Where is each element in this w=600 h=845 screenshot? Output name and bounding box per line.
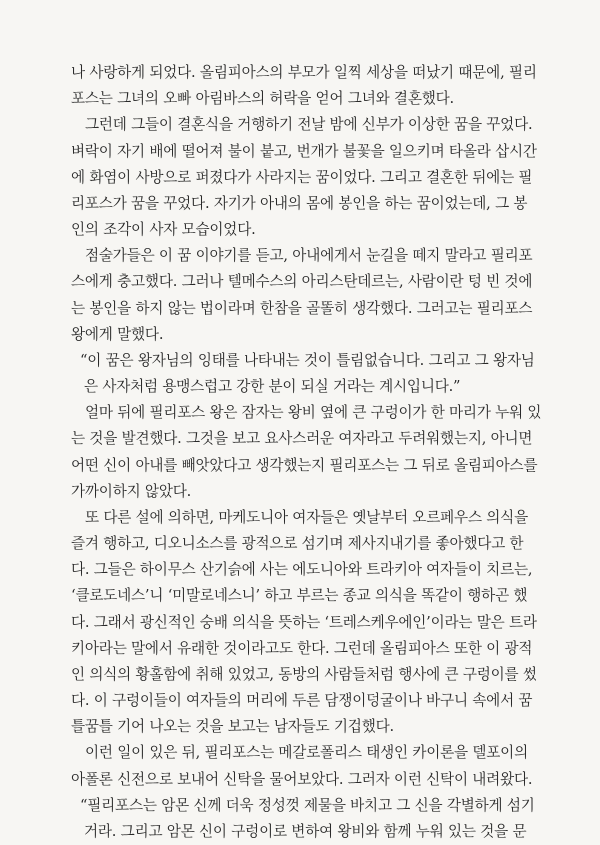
text-line: 다. 그래서 광신적인 숭배 의식을 뜻하는 ‘트레스케우에인’이라는 말은 트라 — [71, 613, 537, 631]
text-line: 에 화염이 사방으로 퍼졌다가 사라지는 꿈이었다. 그리고 결혼한 뒤에는 필 — [71, 168, 533, 186]
text-line: 왕에게 말했다. — [71, 325, 164, 343]
text-line: 어떤 신이 아내를 빼앗았다고 생각했는지 필리포스는 그 뒤로 올림피아스를 — [71, 456, 538, 474]
text-line: 은 사자처럼 용맹스럽고 강한 분이 되실 거라는 계시입니다.” — [84, 378, 461, 396]
text-line: 얼마 뒤에 필리포스 왕은 잠자는 왕비 옆에 큰 구렁이가 한 마리가 누워 있 — [85, 404, 542, 422]
text-line: “이 꿈은 왕자님의 잉태를 나타내는 것이 틀림없습니다. 그리고 그 왕자님 — [80, 351, 535, 369]
text-line: 는 봉인을 하지 않는 법이라며 한참을 골똘히 생각했다. 그러고는 필리포스 — [71, 299, 533, 317]
text-line: 는 것을 발견했다. 그것을 보고 요사스러운 여자라고 두려워했는지, 아니면 — [71, 430, 533, 448]
text-line: 벼락이 자기 배에 떨어져 불이 붙고, 번개가 불꽃을 일으키며 타올라 삽시간 — [71, 142, 537, 160]
text-line: 인 의식의 황홀함에 취해 있었고, 동방의 사람들처럼 행사에 큰 구렁이를 썼 — [71, 665, 537, 683]
text-line: 스에게 충고했다. 그러나 텔메수스의 아리스탄데르는, 사람이란 텅 빈 것에 — [71, 273, 533, 291]
text-line: 이런 일이 있은 뒤, 필리포스는 메갈로폴리스 태생인 카이론을 델포이의 — [85, 744, 528, 762]
text-line: 즐겨 행하고, 디오니소스를 광적으로 섬기며 제사지내기를 좋아했다고 한 — [71, 535, 524, 553]
text-line: 거라. 그리고 암몬 신이 구렁이로 변하여 왕비와 함께 누워 있는 것을 문 — [84, 823, 527, 840]
text-line: 또 다른 설에 의하면, 마케도니아 여자들은 옛날부터 오르페우스 의식을 — [85, 508, 528, 526]
text-line: 가까이하지 않았다. — [71, 482, 192, 500]
text-line: 나 사랑하게 되었다. 올림피아스의 부모가 일찍 세상을 떠났기 때문에, 필리 — [71, 64, 537, 81]
text-line: “필리포스는 암몬 신께 더욱 정성껏 제물을 바치고 그 신을 각별하게 섬기 — [80, 796, 535, 814]
text-line: 다. 그들은 하이무스 산기슭에 사는 에도니아와 트라키아 여자들이 치르는, — [71, 561, 533, 579]
text-line: 틀꿈틀 기어 나오는 것을 보고는 남자들도 기겁했다. — [71, 718, 394, 736]
text-line: ‘클로도네스’니 ‘미말로네스니’ 하고 부르는 종교 의식을 똑같이 행하곤 했 — [71, 587, 528, 605]
text-line: 인의 조각이 사자 모습이었다. — [71, 221, 256, 239]
text-line: 점술가들은 이 꿈 이야기를 듣고, 아내에게서 눈길을 떼지 말라고 필리포 — [85, 247, 533, 265]
text-line: 다. 이 구렁이들이 여자들의 머리에 두른 담쟁이덩굴이나 바구니 속에서 꿈 — [71, 692, 533, 710]
text-line: 포스는 그녀의 오빠 아림바스의 허락을 얻어 그녀와 결혼했다. — [71, 90, 454, 108]
text-line: 그런데 그들이 결혼식을 거행하기 전날 밤에 신부가 이상한 꿈을 꾸었다. — [85, 116, 533, 134]
text-line: 키아라는 말에서 유래한 것이라고도 한다. 그런데 올림피아스 또한 이 광적 — [71, 639, 533, 657]
text-line: 아폴론 신전으로 보내어 신탁을 물어보았다. 그러자 이런 신탁이 내려왔다. — [71, 770, 533, 788]
text-line: 리포스가 꿈을 꾸었다. 자기가 아내의 몸에 봉인을 하는 꿈이었는데, 그 봉 — [71, 194, 528, 212]
